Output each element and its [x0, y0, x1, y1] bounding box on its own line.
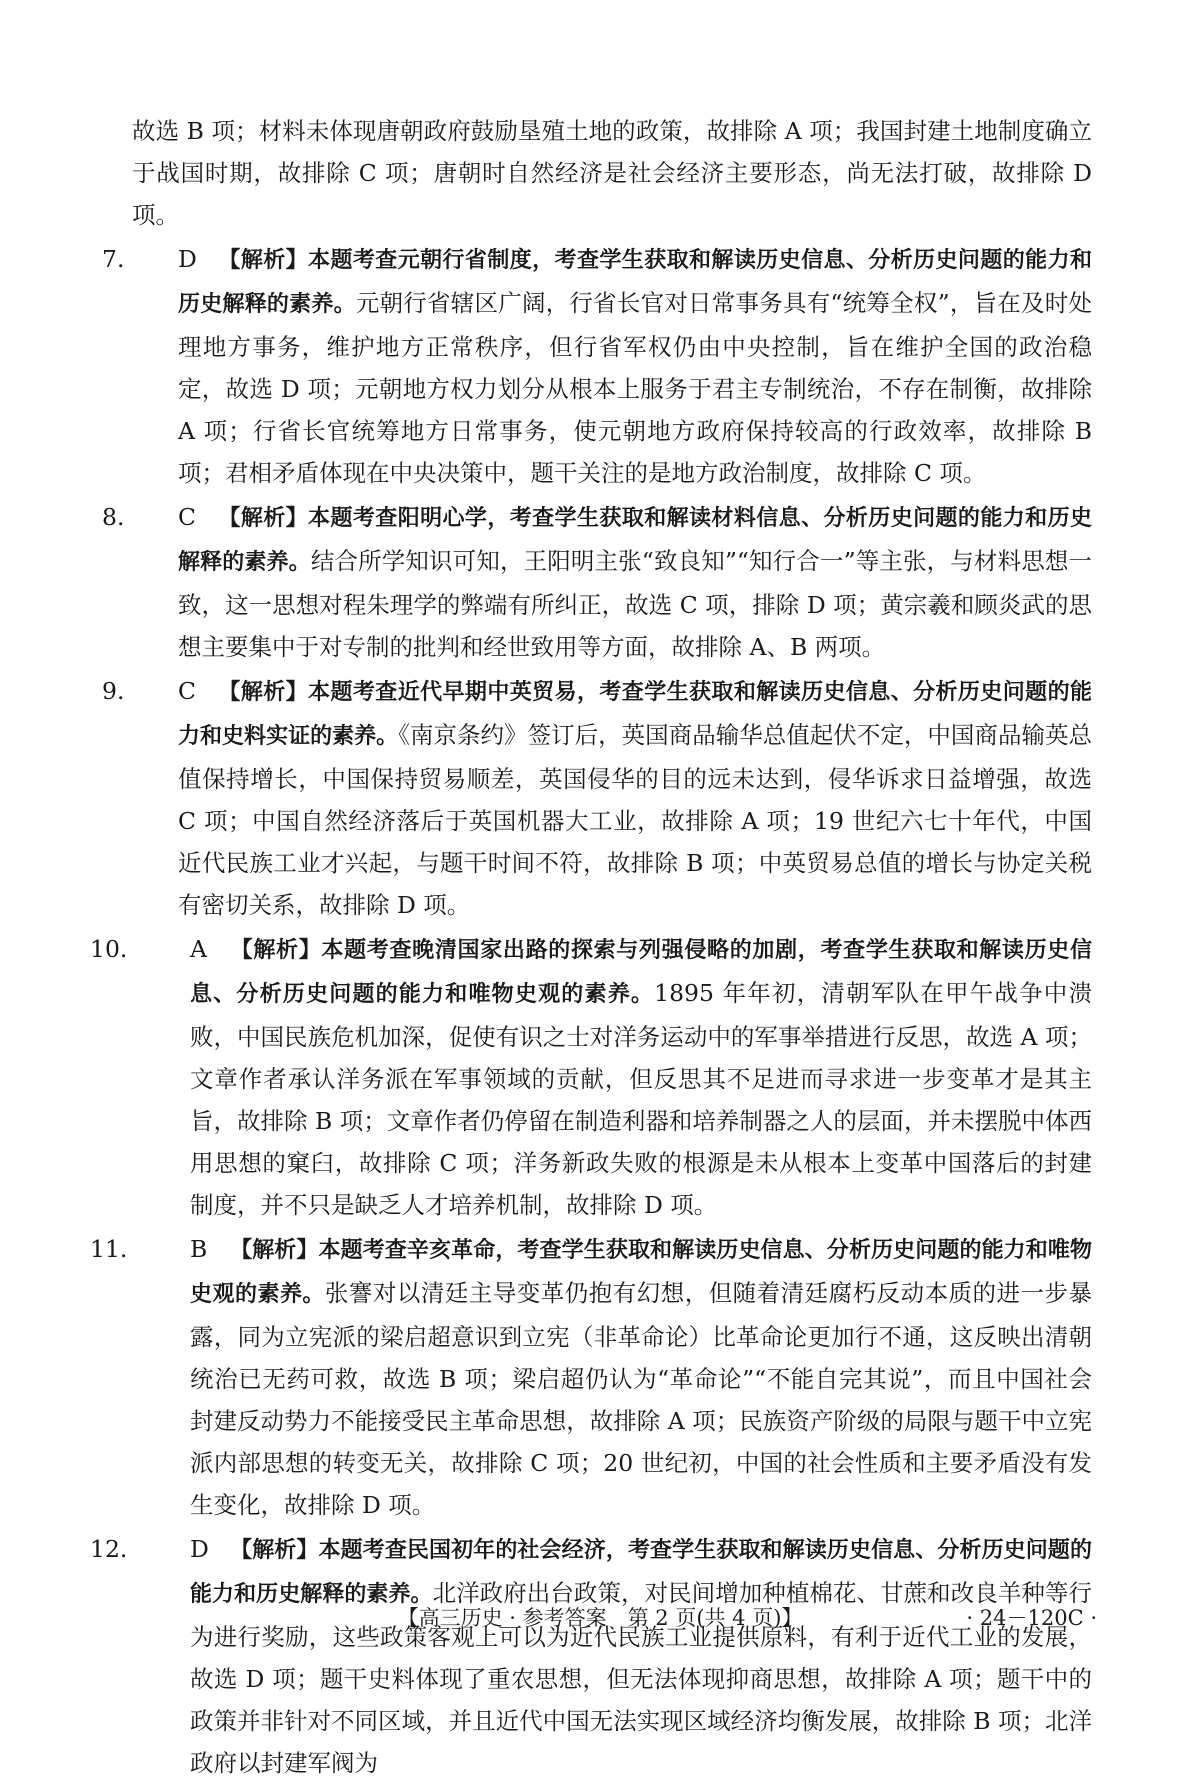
item-number: 10.: [90, 935, 128, 963]
item-number: 12.: [90, 1535, 128, 1563]
answer-item-10: [90, 928, 1092, 1226]
item-number: 9.: [102, 677, 125, 705]
answer-letter: D: [178, 245, 197, 273]
analysis-lead: 【解析】本题考查民国初年的社会经济，考查学生获取和解读历史信息、分析历史问题的能力和历史解释的素养。: [190, 1538, 1092, 1607]
analysis-lead: 【解析】本题考查晚清国家出路的探索与列强侵略的加剧，考查学生获取和解读历史信息、分析历史问题的能力和唯物史观的素养。: [190, 938, 1092, 1007]
answer-letter: A: [190, 935, 207, 963]
answer-letter: C: [178, 677, 196, 705]
analysis-body: 《南京条约》签订后，英国商品输华总值起伏不定，中国商品输英总值保持增长，中国保持贸易顺差，英国侵华的目的远未达到，侵华诉求日益增强，故选 C 项；中国自然经济落后于英国机器大工业，故排除 A 项；19 世纪六七十年代，中国近代民族工业才兴起，与题干时间不符，故排除 B 项；中英贸易总值的增长与协定关税有密切关系，故排除 D 项。: [178, 721, 1092, 919]
answer-item-8: [102, 496, 1092, 668]
analysis-body: 北洋政府出台政策，对民间增加种植棉花、甘蔗和改良羊种等行为进行奖励，这些政策客观上可以为近代民族工业提供原料，有利于近代工业的发展，故选 D 项；题干史料体现了重农思想，但无法体现抑商思想，故排除 A 项；题干中的政策并非针对不同区域，并且近代中国无法实现区域经济均衡发展，故排除 B 项；北洋政府以封建军阀为: [190, 1579, 1092, 1777]
analysis-lead: 【解析】本题考查阳明心学，考查学生获取和解读材料信息、分析历史问题的能力和历史解释的素养。: [178, 506, 1092, 575]
item-number: 7.: [102, 245, 125, 273]
page-footer: [0, 1598, 1200, 1638]
analysis-body: 元朝行省辖区广阔，行省长官对日常事务具有“统筹全权”，旨在及时处理地方事务，维护地方正常秩序，但行省军权仍由中央控制，旨在维护全国的政治稳定，故选 D 项；元朝地方权力划分从根本上服务于君主专制统治，不存在制衡，故排除 A 项；行省长官统筹地方日常事务，使元朝地方政府保持较高的行政效率，故排除 B 项；君相矛盾体现在中央决策中，题干关注的是地方政治制度，故排除 C 项。: [178, 289, 1092, 487]
analysis-lead: 【解析】本题考查元朝行省制度，考查学生获取和解读历史信息、分析历史问题的能力和历史解释的素养。: [178, 248, 1092, 317]
answer-item-9: [102, 670, 1092, 926]
answer-content: [90, 110, 1092, 1784]
item-number: 8.: [102, 503, 125, 531]
answer-item-11: [90, 1228, 1092, 1526]
answer-letter: D: [190, 1535, 209, 1563]
item-number: 11.: [90, 1235, 128, 1263]
analysis-lead: 【解析】本题考查辛亥革命，考查学生获取和解读历史信息、分析历史问题的能力和唯物史观的素养。: [190, 1238, 1092, 1307]
answer-letter: B: [190, 1235, 208, 1263]
analysis-body: 结合所学知识可知，王阳明主张“致良知”“知行合一”等主张，与材料思想一致，这一思想对程朱理学的弊端有所纠正，故选 C 项，排除 D 项；黄宗羲和顾炎武的思想主要集中于对专制的批判和经世致用等方面，故排除 A、B 两项。: [178, 547, 1092, 661]
footer-code: · 24－120C ·: [966, 1606, 1097, 1630]
analysis-body: 张謇对以清廷主导变革仍抱有幻想，但随着清廷腐朽反动本质的进一步暴露，同为立宪派的梁启超意识到立宪（非革命论）比革命论更加行不通，这反映出清朝统治已无药可救，故选 B 项；梁启超仍认为“革命论”“不能自完其说”，而且中国社会封建反动势力不能接受民主革命思想，故排除 A 项；民族资产阶级的局限与题干中立宪派内部思想的转变无关，故排除 C 项；20 世纪初，中国的社会性质和主要矛盾没有发生变化，故排除 D 项。: [190, 1279, 1092, 1519]
answer-item-7: [102, 238, 1092, 494]
analysis-lead: 【解析】本题考查近代早期中英贸易，考查学生获取和解读历史信息、分析历史问题的能力和史料实证的素养。: [178, 680, 1092, 749]
continued-paragraph: 故选 B 项；材料未体现唐朝政府鼓励垦殖土地的政策，故排除 A 项；我国封建土地制度确立于战国时期，故排除 C 项；唐朝时自然经济是社会经济主要形态，尚无法打破，故排除 D 项。: [132, 117, 1092, 229]
answer-item-12: [90, 1528, 1092, 1784]
footer-title: 【高三历史 · 参考答案 第 2 页(共 4 页)】: [397, 1606, 803, 1630]
answer-letter: C: [178, 503, 196, 531]
analysis-body: 1895 年年初，清朝军队在甲午战争中溃败，中国民族危机加深，促使有识之士对洋务运动中的军事举措进行反思，故选 A 项；文章作者承认洋务派在军事领域的贡献，但反思其不足进而寻求进一步变革才是其主旨，故排除 B 项；文章作者仍停留在制造利器和培养制器之人的层面，并未摆脱中体西用思想的窠臼，故排除 C 项；洋务新政失败的根源是未从根本上变革中国落后的封建制度，并不只是缺乏人才培养机制，故排除 D 项。: [190, 979, 1092, 1219]
